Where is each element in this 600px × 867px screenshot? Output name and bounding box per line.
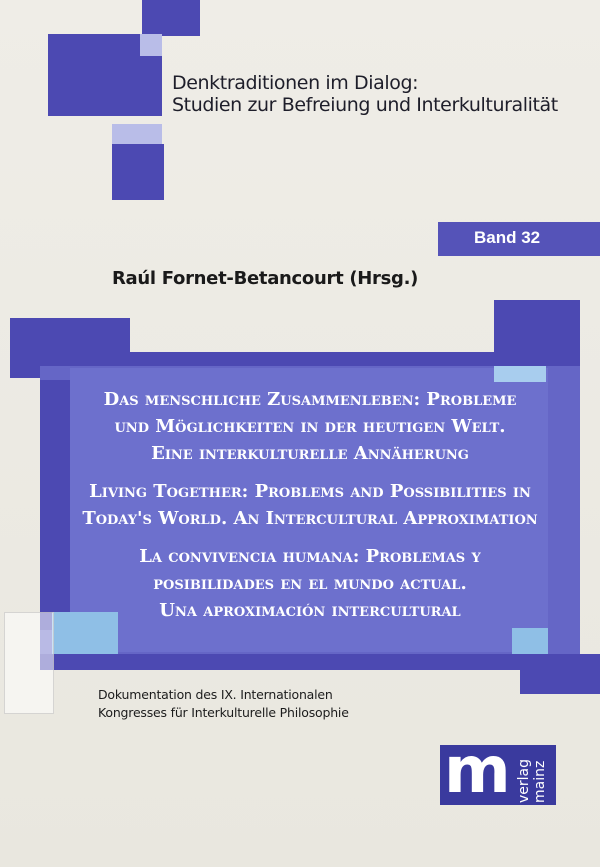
editor-name: Raúl Fornet-Betancourt (Hrsg.) [112, 268, 419, 289]
documentation-line1: Dokumentation des IX. Internationalen [98, 687, 333, 702]
title-german [40, 386, 580, 467]
title-spanish-line3: Una aproximación intercultural [159, 600, 461, 621]
title-spanish [40, 543, 580, 624]
decor-lightblue-top-right [494, 366, 546, 382]
title-english-line2: Today's World. An Intercultural Approximation [82, 508, 538, 529]
title-english [40, 478, 580, 532]
publisher-logo-text [516, 759, 548, 803]
publisher-logo-letter: m [444, 734, 511, 808]
publisher-line1: verlag [516, 758, 532, 803]
decor-square-light [140, 34, 162, 56]
title-spanish-line1: La convivencia humana: Problemas y [139, 546, 481, 567]
band-badge [438, 222, 600, 256]
book-title-block [40, 386, 580, 635]
decor-square-mid [112, 124, 162, 144]
documentation-line2: Kongresses für Interkulturelle Philosophie [98, 705, 349, 720]
series-title [172, 72, 558, 116]
title-german-line1: Das menschliche Zusammenleben: Probleme [103, 389, 517, 410]
decor-bottom-right-block [520, 654, 600, 694]
series-title-line2: Studien zur Befreiung und Interkulturalität [172, 94, 558, 116]
title-english-line1: Living Together: Problems and Possibilities in [89, 481, 531, 502]
documentation-note [98, 686, 349, 722]
decor-square-bottom [112, 144, 164, 200]
title-german-line3: Eine interkulturelle Annäherung [151, 443, 469, 464]
publisher-line2: mainz [532, 760, 548, 803]
decor-square-top [142, 0, 200, 36]
series-title-line1: Denktraditionen im Dialog: [172, 72, 419, 94]
library-sticker [4, 612, 54, 714]
title-german-line2: und Möglichkeiten in der heutigen Welt. [114, 416, 506, 437]
title-spanish-line2: posibilidades en el mundo actual. [153, 573, 467, 594]
band-label: Band 32 [474, 228, 541, 247]
decor-strip-bottom [40, 654, 600, 670]
publisher-logo [440, 734, 556, 808]
